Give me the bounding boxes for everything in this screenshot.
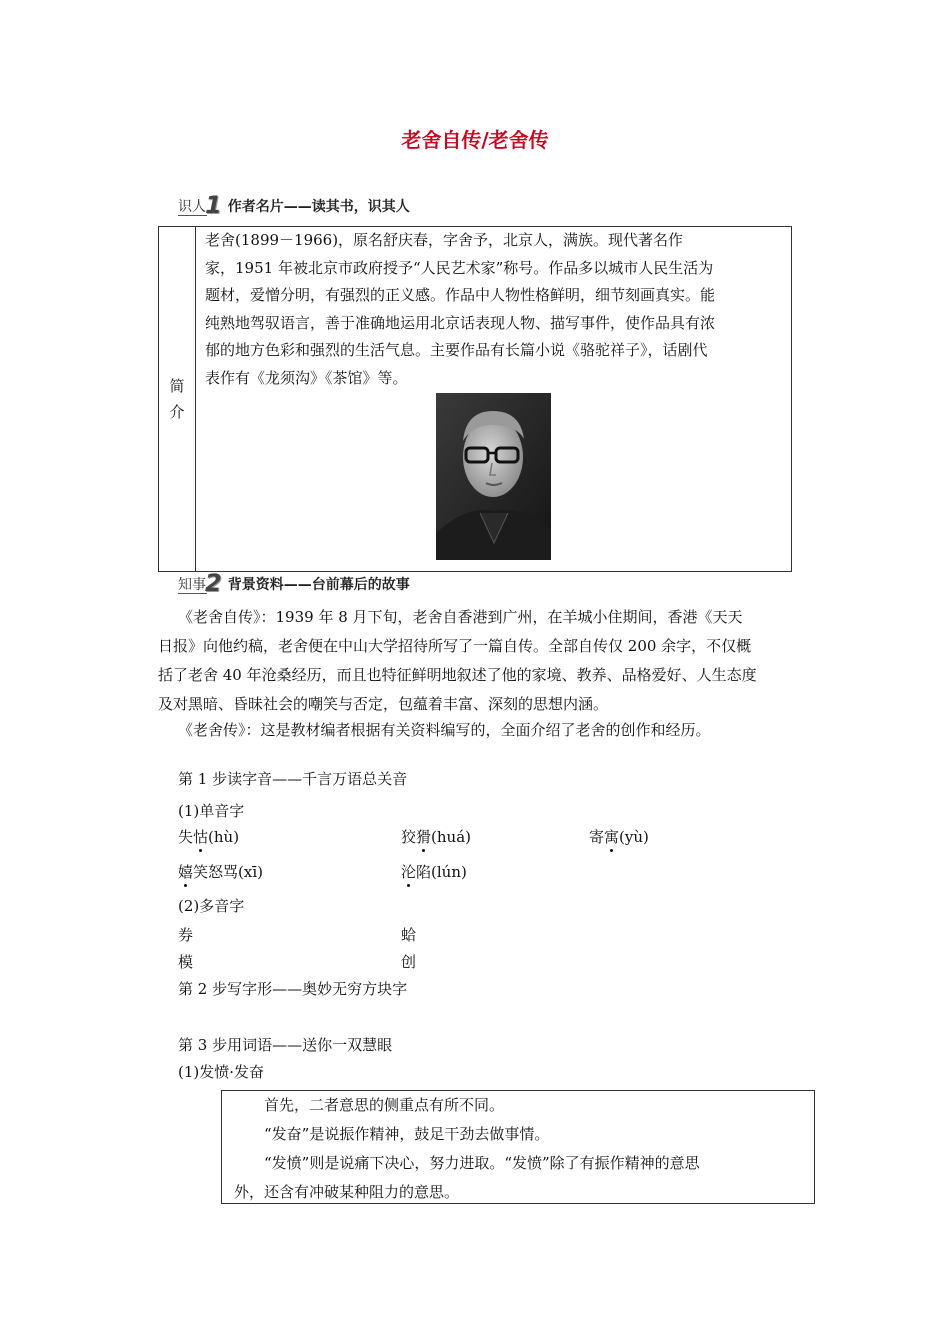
multi-char: 模 (178, 953, 194, 971)
step2-heading: 第 2 步写字形——奥妙无穷方块字 (178, 980, 408, 998)
note-line: “发愤”则是说痛下决心，努力进取。“发愤”除了有振作精神的意思 (264, 1154, 700, 1172)
word-item: 沦陷(lún) (401, 863, 467, 881)
intro-line: 家，1951 年被北京市政府授予“人民艺术家”称号。作品多以城市人民生活为 (205, 258, 714, 277)
section-heading: 背景资料——台前幕后的故事 (227, 577, 410, 593)
intro-label-char: 简 (169, 377, 185, 395)
page-title: 老舍自传/老舍传 (401, 128, 549, 152)
intro-text (205, 227, 785, 392)
paragraph-line: 及对黑暗、昏昧社会的嘲笑与否定，包蕴着丰富、深刻的思想内涵。 (158, 695, 609, 713)
intro-line: 纯熟地驾驭语言，善于准确地运用北京话表现人物、描写事件，使作品具有浓 (205, 313, 716, 332)
word-item: 嬉笑怒骂(xī) (178, 863, 263, 881)
intro-label (159, 227, 196, 571)
word-item: 狡猾(huá) (401, 828, 471, 846)
step1-sub-multi: (2)多音字 (178, 897, 245, 915)
section-header-author (178, 191, 410, 219)
step3-heading: 第 3 步用词语——送你一双慧眼 (178, 1036, 393, 1054)
background-paragraph-2: 《老舍传》：这是教材编者根据有关资料编写的，全面介绍了老舍的创作和经历。 (178, 721, 711, 739)
author-portrait-photo (436, 393, 551, 560)
section-tag: 识人 (178, 199, 206, 215)
intro-line: 题材，爱憎分明，有强烈的正义感。作品中人物性格鲜明，细节刻画真实。能 (205, 286, 716, 304)
background-paragraph-1 (158, 603, 808, 719)
section-header-background (178, 569, 410, 597)
step3-sub-word-pair: (1)发愤·发奋 (178, 1063, 265, 1081)
multi-char: 券 (178, 926, 194, 944)
intro-line: 老舍(1899－1966)，原名舒庆春，字舍予，北京人，满族。现代著名作 (205, 231, 684, 249)
section-heading: 作者名片——读其书，识其人 (227, 199, 410, 215)
paragraph-line: 括了老舍 40 年沧桑经历，而且也特征鲜明地叙述了他的家境、教养、品格爱好、人生态度 (158, 666, 757, 684)
section-number: 2 (205, 569, 222, 597)
intro-label-char: 介 (169, 403, 185, 421)
note-line: 首先，二者意思的侧重点有所不同。 (264, 1096, 505, 1114)
emphasized-char: 怙 (193, 828, 209, 846)
emphasized-char: 沦 (401, 863, 417, 881)
note-line: “发奋”是说振作精神，鼓足干劲去做事情。 (264, 1125, 550, 1143)
step1-sub-single: (1)单音字 (178, 802, 245, 820)
paragraph-line: 日报》向他约稿，老舍便在中山大学招待所写了一篇自传。全部自传仅 200 余字，不仅概 (158, 637, 752, 655)
section-tag: 知事 (178, 577, 206, 593)
emphasized-char: 寓 (604, 828, 620, 846)
multi-char: 蛤 (401, 926, 417, 944)
intro-table (158, 226, 792, 572)
intro-line: 郁的地方色彩和强烈的生活气息。主要作品有长篇小说《骆驼祥子》，话剧代 (205, 341, 708, 359)
usage-note-box (221, 1090, 815, 1204)
note-line: 外，还含有冲破某种阻力的意思。 (234, 1183, 460, 1201)
intro-line: 表作有《龙须沟》《茶馆》等。 (205, 368, 408, 387)
emphasized-char: 猾 (416, 828, 432, 846)
emphasized-char: 嬉 (178, 863, 194, 881)
multi-char: 创 (401, 953, 417, 971)
paragraph-line: 《老舍自传》：1939 年 8 月下旬，老舍自香港到广州，在羊城小住期间，香港《天天 (178, 608, 743, 626)
word-item: 失怙(hù) (178, 828, 240, 846)
section-number: 1 (205, 191, 222, 219)
word-item: 寄寓(yù) (589, 828, 649, 846)
step1-heading: 第 1 步读字音——千言万语总关音 (178, 770, 408, 788)
